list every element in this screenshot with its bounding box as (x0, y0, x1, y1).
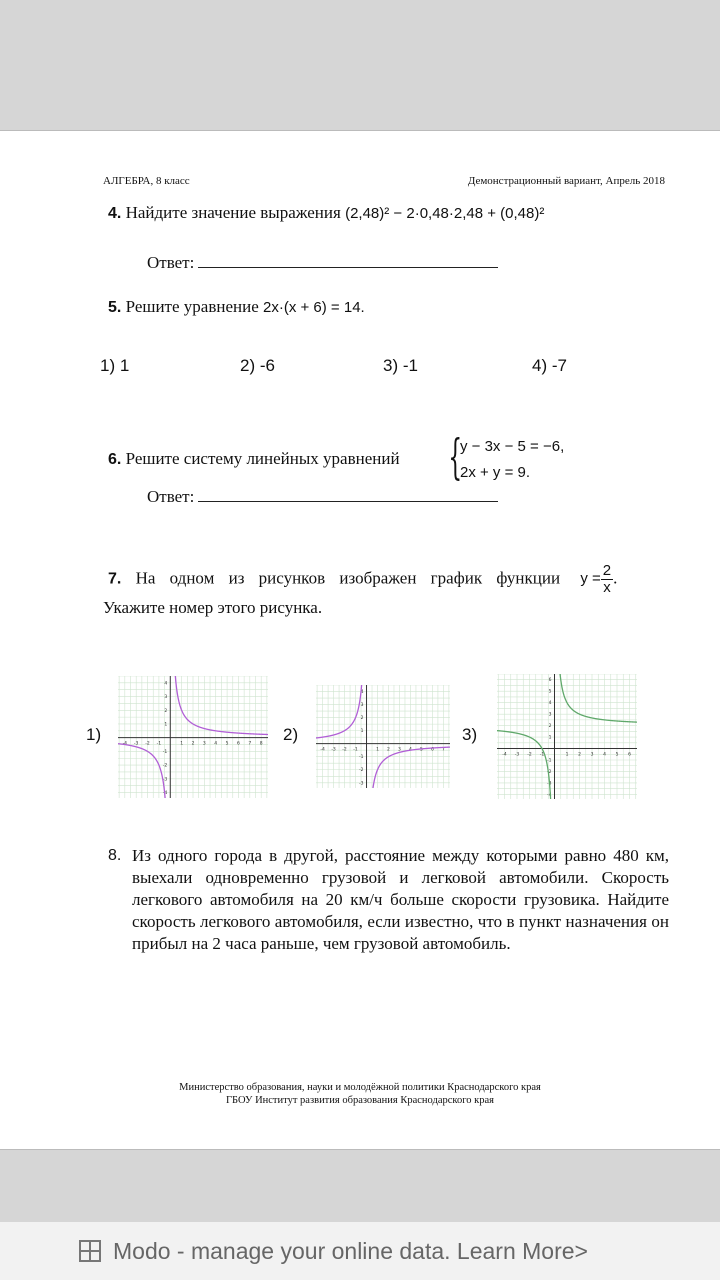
answer-line-6 (147, 487, 498, 507)
tick-label: -2 (527, 752, 532, 758)
banner-text[interactable]: Modo - manage your online data. Learn More> (113, 1238, 588, 1264)
question-7 (108, 563, 668, 596)
tick-label: -4 (502, 752, 507, 758)
tick-label: 1 (164, 722, 168, 728)
equation-system (448, 429, 565, 486)
tick-label: 7 (248, 741, 252, 747)
question-text: Из одного города в другой, расстояние между которыми равно 480 км, выехали одновременно грузовой и легковой автомобили. Скорость легкового автомобиля на 20 км/ч больше скорости грузовика. Найдите скорость легкового автомобиля, если известно, что в пункт назначения он прибыл на 2 часа раньше, чем грузовой автомобиль. (132, 846, 669, 953)
tick-label: 2 (360, 716, 364, 722)
function-tail: . (613, 568, 618, 588)
header-subject: АЛГЕБРА, 8 класс (103, 175, 190, 187)
tick-label: -1 (359, 755, 364, 761)
question-7-line2: Укажите номер этого рисунка. (103, 598, 323, 617)
tick-label: 6 (430, 747, 434, 753)
question-number: 7. (108, 570, 122, 588)
answer-label: Ответ: (147, 253, 195, 272)
fraction-numerator: 2 (602, 562, 612, 579)
tick-label: 8 (259, 741, 263, 747)
tick-label: 1 (548, 735, 552, 741)
tick-label: 3 (360, 703, 364, 709)
tick-label: -3 (162, 777, 168, 783)
question-text: Решите систему линейных уравнений (125, 449, 400, 468)
question-text: Найдите значение выражения (125, 203, 341, 222)
tick-label: 4 (548, 701, 552, 707)
document-page (0, 130, 720, 1150)
fraction-denominator: x (603, 579, 611, 596)
tick-label: -1 (353, 747, 358, 753)
math-expression: (2,48)² − 2·0,48·2,48 + (0,48)² (345, 205, 545, 222)
tick-label: -3 (359, 781, 364, 787)
option-1: 1) 1 (100, 356, 130, 375)
tick-label: 1 (565, 752, 569, 758)
graph-1 (118, 676, 268, 798)
tick-label: -4 (547, 792, 552, 798)
tick-label: -4 (122, 741, 128, 747)
answer-line-4 (147, 253, 498, 273)
tick-label: 3 (202, 741, 206, 747)
tick-label: 6 (628, 752, 631, 758)
tick-label: 5 (615, 752, 619, 758)
tick-label: 6 (237, 741, 240, 747)
question-4 (108, 203, 544, 223)
tick-label: 1 (180, 741, 184, 747)
tick-label: -3 (133, 741, 139, 747)
option-2: 2) -6 (240, 356, 275, 375)
tick-label: -2 (359, 768, 364, 774)
header-variant: Демонстрационный вариант, Апрель 2018 (467, 175, 665, 187)
tick-label: -1 (156, 741, 162, 747)
question-number: 5. (108, 299, 122, 316)
tick-label: -1 (539, 752, 545, 758)
graph-label-1: 1) (86, 725, 102, 744)
equation-2: 2x + y = 9. (460, 464, 531, 481)
graph-2 (316, 685, 450, 788)
tick-label: 3 (398, 747, 401, 753)
function-fraction (601, 563, 613, 596)
tick-label: 3 (590, 752, 594, 758)
answer-blank[interactable] (198, 253, 498, 268)
modo-logo-icon (79, 1240, 101, 1262)
tick-label: -2 (145, 741, 150, 747)
tick-label: -2 (162, 763, 168, 769)
tick-label: 3 (548, 712, 552, 718)
tick-label: -2 (342, 747, 347, 753)
tick-label: -4 (320, 747, 325, 753)
question-5 (108, 297, 365, 317)
footer (0, 1081, 720, 1107)
tick-label: 6 (548, 678, 552, 684)
question-6 (108, 449, 400, 469)
tick-label: 4 (409, 747, 412, 753)
question-number: 6. (108, 451, 122, 468)
tick-label: 1 (360, 729, 364, 735)
tick-label: 5 (225, 741, 229, 747)
brace: { (448, 429, 463, 485)
tick-label: -3 (331, 747, 336, 753)
answer-label: Ответ: (147, 487, 195, 506)
tick-label: 2 (191, 741, 195, 747)
question-number: 8. (108, 847, 122, 864)
question-text: На одном из рисунков изображен график функции (135, 568, 561, 588)
tick-label: 2 (387, 747, 390, 753)
tick-label: 2 (164, 708, 168, 714)
tick-label: -1 (162, 749, 168, 755)
question-8 (103, 845, 669, 955)
tick-label: -3 (514, 752, 520, 758)
graph-label-3: 3) (462, 725, 478, 744)
function-lhs: y = (580, 570, 601, 588)
tick-label: 5 (420, 747, 423, 753)
tick-label: 7 (441, 747, 445, 753)
tick-label: 4 (164, 681, 168, 687)
tick-label: 4 (214, 741, 218, 747)
function-curve (372, 747, 450, 788)
option-4: 4) -7 (532, 356, 567, 375)
ad-banner[interactable] (0, 1222, 720, 1280)
math-expression: 2x·(x + 6) = 14. (263, 299, 365, 316)
tick-label: 2 (548, 724, 552, 730)
footer-line-2: ГБОУ Институт развития образования Краснодарского края (225, 1095, 494, 1106)
answer-blank[interactable] (198, 487, 498, 502)
footer-line-1: Министерство образования, науки и молодёжной политики Краснодарского края (179, 1082, 541, 1093)
tick-label: -4 (162, 791, 168, 797)
tick-label: 2 (578, 752, 581, 758)
tick-label: 4 (603, 752, 606, 758)
graph-label-2: 2) (283, 725, 299, 744)
tick-label: -1 (547, 758, 552, 764)
option-3: 3) -1 (383, 356, 418, 375)
question-number: 4. (108, 205, 122, 222)
tick-label: 1 (376, 747, 379, 753)
tick-label: 3 (164, 695, 168, 701)
tick-label: 5 (548, 689, 552, 695)
graph-3 (497, 674, 637, 799)
question-text: Решите уравнение (125, 297, 259, 316)
tick-label: -2 (547, 769, 552, 775)
equation-1: y − 3x − 5 = −6, (460, 438, 565, 455)
tick-label: -3 (547, 781, 552, 787)
tick-label: 4 (360, 690, 364, 696)
